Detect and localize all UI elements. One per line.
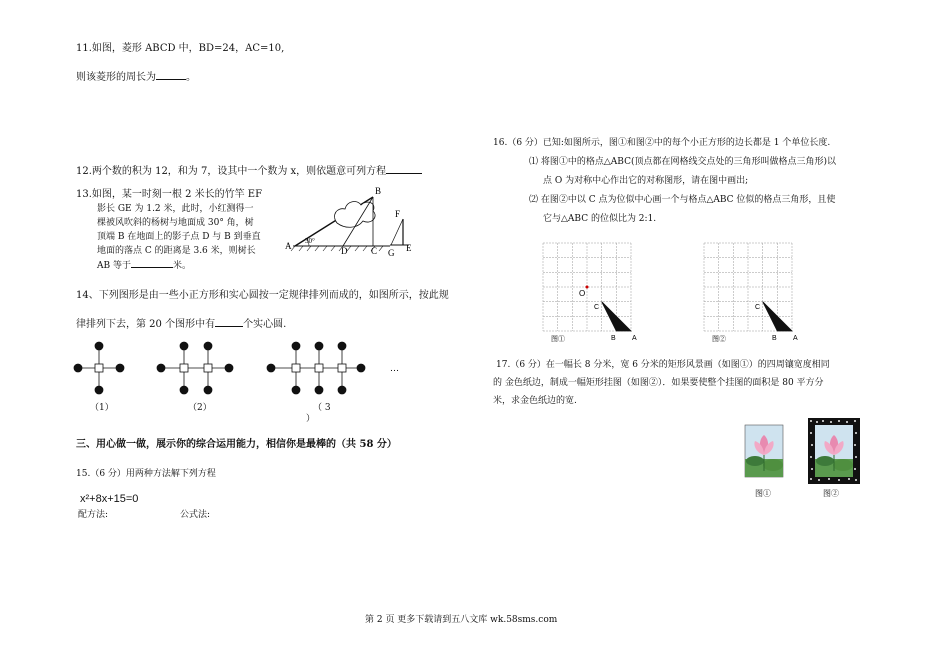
q12-text-content: 12.两个数的积为 12，和为 7，设其中一个数为 x，则依题意可列方程 — [76, 166, 387, 177]
q11-line2-text: 则该菱形的周长为 — [76, 72, 156, 83]
q11-line1: 11.如图，菱形 ABCD 中，BD=24，AC=10, — [76, 43, 285, 54]
ground-hatch — [291, 246, 383, 251]
pole-ray — [391, 219, 403, 245]
q17-line3: 米，求金色纸边的宽. — [493, 396, 577, 406]
q14-line2-end: 个实心圆. — [243, 319, 287, 330]
label-B: B — [375, 186, 382, 196]
tree-crown — [335, 202, 376, 228]
label-C: C — [371, 246, 378, 256]
grid2-label-C: C — [755, 304, 761, 311]
q12-answer-blank[interactable] — [386, 162, 422, 174]
label-F: F — [395, 209, 401, 219]
pattern-2 — [157, 342, 233, 394]
q14-pattern-figure — [70, 336, 410, 406]
q13-answer-blank[interactable] — [131, 258, 173, 268]
q15-method1: 配方法: — [78, 510, 109, 520]
q16-grid-1 — [543, 243, 653, 343]
label-G: G — [388, 248, 395, 258]
q16-part1-a: ⑴ 将图①中的格点△ABC(顶点都在网格线交点处的三角形叫做格点三角形)以 — [529, 157, 836, 167]
q13-line1: 13.如图，某一时刻一根 2 米长的竹竿 EF — [76, 189, 263, 200]
q13-line5: 地面的落点 C 的距离是 3.6 米，则树长 — [97, 246, 256, 256]
grid1-caption: 图① — [551, 335, 565, 343]
q13-line6 — [97, 258, 191, 273]
caption-3-close: ） — [306, 414, 316, 424]
q15-equation: x²+8x+15=0 — [80, 493, 139, 505]
q14-line2 — [76, 315, 286, 332]
q16-part2-b: 它与△ABC 的位似比为 2:1. — [543, 214, 657, 224]
pattern-3 — [267, 342, 365, 394]
q11-line2 — [76, 68, 196, 85]
label-D: D — [341, 246, 348, 256]
grid2-label-B: B — [772, 335, 777, 342]
q14-line2-text: 律排列下去，第 20 个图形中有 — [76, 319, 216, 330]
grid1-label-C: C — [594, 304, 600, 311]
q13-line4: 顶端 B 在地面上的影子点 D 与 B 到垂直 — [97, 232, 261, 242]
q17-line2: 的 金色纸边，制成一幅矩形挂图（如图②）．如果要使整个挂图的面积是 80 平方分 — [493, 378, 824, 388]
pattern-1 — [74, 342, 124, 394]
point-o — [586, 286, 589, 289]
grid2-label-A: A — [793, 335, 798, 342]
q13-line3: 棵被风吹斜的杨树与地面成 30° 角，树 — [97, 218, 254, 228]
grid1-label-A: A — [632, 335, 637, 342]
q13-line6-text: AB 等于 — [97, 261, 131, 271]
grid2-caption: 图② — [712, 335, 726, 343]
grid1-label-O: O — [579, 289, 586, 298]
q11-answer-blank[interactable] — [156, 68, 186, 80]
page-footer: 第 2 页 更多下载请到五八文库 wk.58sms.com — [365, 615, 558, 625]
landscape-picture-1 — [745, 425, 783, 477]
caption-3: （ 3 — [313, 403, 331, 413]
q16-part1-b: 点 O 为对称中心作出它的对称图形，请在图中画出; — [543, 176, 749, 186]
landscape-picture-2 — [808, 418, 860, 484]
label-angle: 30° — [305, 237, 315, 245]
q12-text — [76, 162, 422, 179]
q14-line1: 14、下列图形是由一些小正方形和实心圆按一定规律排列而成的，如图所示，按此规 — [76, 290, 449, 301]
q17-line1: 17.（6 分）在一幅长 8 分米，宽 6 分米的矩形风景画（如图①）的四周镶宽度相同 — [496, 360, 830, 370]
q13-tree-figure — [285, 185, 420, 260]
picture-caption-2: 图② — [823, 489, 839, 498]
section-3-heading: 三、用心做一做，展示你的综合运用能力，相信你是最棒的（共 58 分） — [76, 439, 397, 450]
label-A: A — [285, 241, 292, 251]
q14-answer-blank[interactable] — [215, 315, 243, 327]
q16-line1: 16.（6 分）已知:如图所示，图①和图②中的每个小正方形的边长都是 1 个单位长度. — [493, 138, 831, 148]
q15-method2: 公式法: — [180, 510, 211, 520]
q16-grid-2 — [704, 243, 814, 343]
caption-1: （1） — [90, 403, 114, 413]
q15-line1: 15.（6 分）用两种方法解下列方程 — [76, 469, 216, 479]
q11-line2-end: 。 — [186, 72, 196, 83]
pattern-ellipsis: … — [390, 363, 399, 373]
grid1-label-B: B — [611, 335, 616, 342]
q13-line2: 影长 GE 为 1.2 米，此时，小红测得一 — [97, 204, 254, 214]
caption-2: （2） — [188, 403, 212, 413]
label-E: E — [406, 243, 412, 253]
q13-line6-end: 米。 — [172, 261, 191, 271]
q16-part2-a: ⑵ 在图②中以 C 点为位似中心画一个与格点△ABC 位似的格点三角形，且使 — [529, 195, 836, 205]
picture-caption-1: 图① — [755, 489, 771, 498]
